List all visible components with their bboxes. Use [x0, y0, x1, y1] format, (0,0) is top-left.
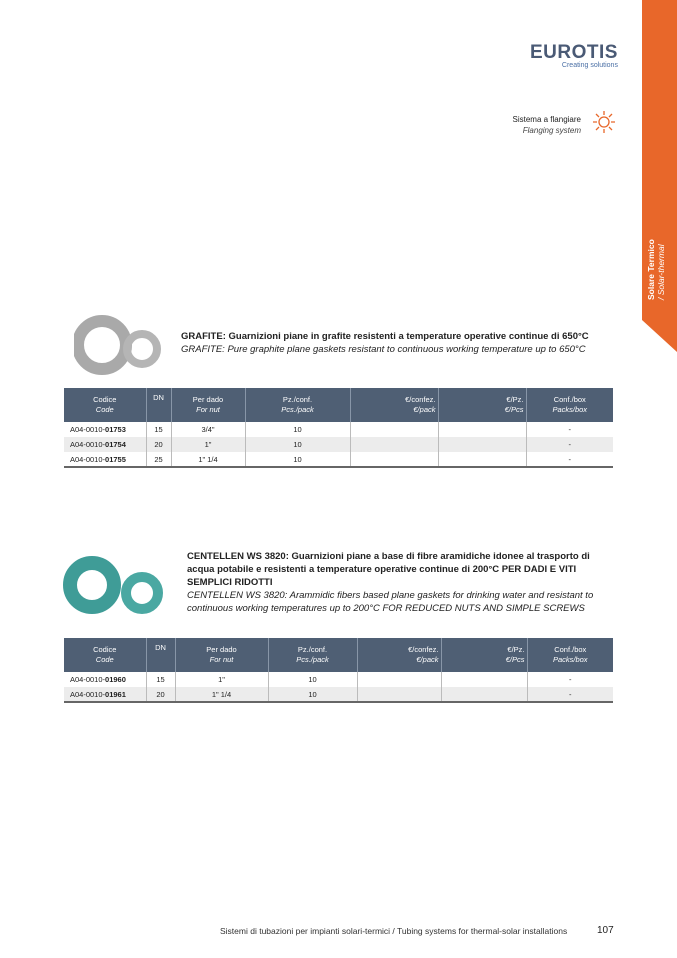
product-title-centellen: CENTELLEN WS 3820: Guarnizioni piane a base di fibre aramidiche idonee al trasporto di acqua potabile e resistenti a temperature operative continue di 200°C PER DADI E VITI SEMPLICI RIDOTTI CENTELLEN WS 3820: Arammidic fibers based plane gaskets for drinking water and resistant to continuous working temperatures up to 200°C FOR REDUCED NUTS AND SIMPLE SCREWS	[187, 551, 594, 614]
centellen-gasket-image	[62, 555, 172, 620]
system-label: Sistema a flangiare Flanging system	[512, 115, 581, 135]
centellen-table: Codice Code DN Per dado For nut Pz./conf. Pcs./pack €/confez. €/pack €/Pz. €/Pcs Conf./box Packs/box A04-0010-01960 15 1" 10 - A04-0010-01961 20 1" 1/4 10 -	[64, 638, 613, 703]
table-row: A04-0010-01960 15 1" 10 -	[64, 672, 613, 687]
table-row: A04-0010-01753 15 3/4" 10 -	[64, 422, 613, 437]
graphite-gasket-image	[74, 315, 164, 375]
table-row: A04-0010-01961 20 1" 1/4 10 -	[64, 687, 613, 702]
section-tab-label: Solare Termico / Solar-thermal	[646, 239, 666, 300]
grafite-table: Codice Code DN Per dado For nut Pz./conf. Pcs./pack €/confez. €/pack €/Pz. €/Pcs Conf./box Packs/box A04-0010-01753 15 3/4" 10 - A04-0010-01754 20 1" 10 - A04-0010-01755 25 1" 1/4 10 -	[64, 388, 613, 468]
page-number: 107	[597, 925, 614, 936]
sun-icon	[592, 110, 616, 134]
eurotis-logo: EUROTIS Creating solutions	[530, 42, 618, 69]
table-row: A04-0010-01755 25 1" 1/4 10 -	[64, 452, 613, 467]
product-title-grafite: GRAFITE: Guarnizioni piane in grafite resistenti a temperature operative continue di 650°C GRAFITE: Pure graphite plane gaskets resistant to continuous working temperature up to 650°C	[181, 331, 589, 355]
table-row: A04-0010-01754 20 1" 10 -	[64, 437, 613, 452]
footer-text: Sistemi di tubazioni per impianti solari-termici / Tubing systems for thermal-solar installations	[220, 926, 568, 936]
